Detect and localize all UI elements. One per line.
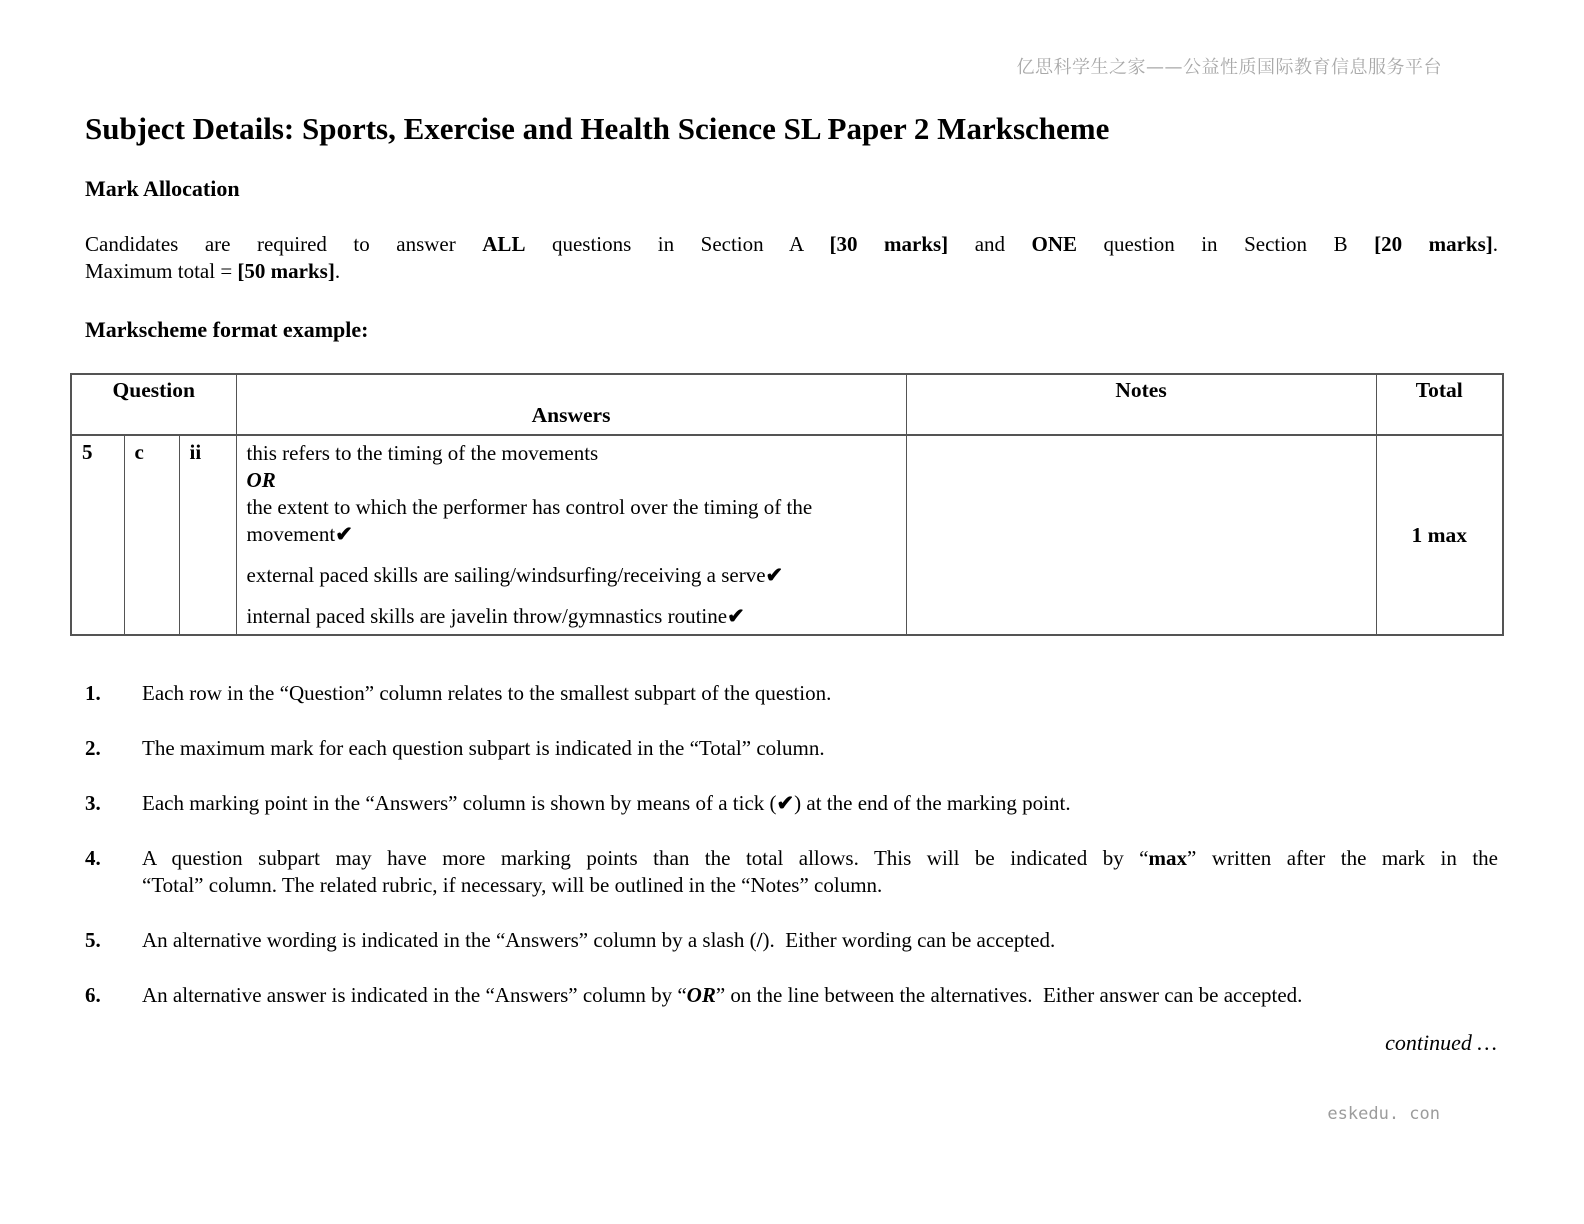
text-run: Each marking point in the “Answers” column is shown by means of a tick ( bbox=[142, 791, 777, 815]
text-run: The maximum mark for each question subpart is indicated in the “Total” column. bbox=[142, 736, 825, 760]
table-row bbox=[71, 435, 1503, 635]
text-run: question in Section B bbox=[1077, 232, 1375, 256]
text-run: ALL bbox=[482, 232, 526, 256]
markscheme-table bbox=[70, 373, 1504, 636]
text-run: internal paced skills are javelin throw/gymnastics routine bbox=[246, 604, 728, 628]
text-line bbox=[85, 258, 1498, 285]
text-run: . bbox=[1492, 232, 1499, 256]
text-run: A question subpart may have more marking points than the total allows. This will be indicated by “ bbox=[142, 846, 1149, 870]
list-item-text bbox=[142, 982, 1498, 1009]
text-run: ) at the end of the marking point. bbox=[794, 791, 1071, 815]
text-run: this refers to the timing of the movements bbox=[246, 441, 599, 465]
text-line bbox=[142, 845, 1498, 872]
answers-cell bbox=[236, 435, 906, 635]
notes-cell bbox=[906, 435, 1376, 635]
question-number-cell: 5 bbox=[71, 435, 124, 635]
text-run: ” on the line between the alternatives. Either answer can be accepted. bbox=[715, 983, 1303, 1007]
text-run: max bbox=[1148, 846, 1188, 870]
text-run: An alternative answer is indicated in the “Answers” column by “ bbox=[142, 983, 687, 1007]
question-subpart-cell: ii bbox=[179, 435, 236, 635]
text-line bbox=[247, 494, 892, 548]
text-run: “Total” column. The related rubric, if necessary, will be outlined in the “Notes” column. bbox=[142, 873, 883, 897]
text-line bbox=[247, 440, 892, 467]
text-line bbox=[142, 790, 1498, 817]
total-cell: 1 max bbox=[1376, 435, 1503, 635]
list-item-number: 3. bbox=[85, 791, 101, 815]
text-run: [20 marks] bbox=[1374, 232, 1493, 256]
list-item-text bbox=[142, 680, 1498, 707]
text-run: Each row in the “Question” column relates to the smallest subpart of the question. bbox=[142, 681, 832, 705]
text-line bbox=[142, 927, 1498, 954]
text-run: / bbox=[756, 928, 763, 952]
text-run: the extent to which the performer has control over the timing of the movement bbox=[246, 495, 813, 546]
text-run: ✔ bbox=[335, 522, 353, 546]
list-item-text bbox=[142, 927, 1498, 954]
text-line bbox=[142, 680, 1498, 707]
text-run: An alternative wording is indicated in the “Answers” column by a slash ( bbox=[142, 928, 757, 952]
list-item bbox=[85, 927, 1498, 954]
intro-paragraph bbox=[85, 231, 1498, 285]
question-part-cell: c bbox=[124, 435, 179, 635]
text-run: ✔ bbox=[727, 604, 745, 628]
notes-column-header: Notes bbox=[906, 374, 1376, 435]
text-line bbox=[142, 872, 1498, 899]
list-item-number: 2. bbox=[85, 736, 101, 760]
list-item-number: 4. bbox=[85, 846, 101, 870]
text-line bbox=[142, 982, 1498, 1009]
format-example-heading: Markscheme format example: bbox=[85, 317, 369, 342]
list-item-text bbox=[142, 845, 1498, 899]
text-run: ). Either wording can be accepted. bbox=[762, 928, 1056, 952]
question-column-header: Question bbox=[71, 374, 236, 435]
notes-list bbox=[85, 680, 1498, 1037]
continued-note: continued … bbox=[1385, 1030, 1497, 1055]
text-line bbox=[247, 562, 892, 589]
table-header-row bbox=[71, 374, 1503, 435]
list-item-number: 6. bbox=[85, 983, 101, 1007]
list-item bbox=[85, 790, 1498, 817]
list-item bbox=[85, 735, 1498, 762]
list-item bbox=[85, 680, 1498, 707]
page-title: Subject Details: Sports, Exercise and Health Science SL Paper 2 Markscheme bbox=[85, 111, 1110, 146]
header-watermark: 亿思科学生之家——公益性质国际教育信息服务平台 bbox=[1016, 57, 1442, 78]
text-run: [30 marks] bbox=[829, 232, 949, 256]
list-item bbox=[85, 845, 1498, 899]
answers-column-header: Answers bbox=[236, 374, 906, 435]
text-line bbox=[247, 603, 892, 630]
text-run: Candidates are required to answer bbox=[85, 232, 483, 256]
total-column-header: Total bbox=[1376, 374, 1503, 435]
text-line bbox=[247, 467, 892, 494]
text-run: ” written after the mark in the bbox=[1187, 846, 1499, 870]
list-item bbox=[85, 982, 1498, 1009]
text-run: questions in Section A bbox=[525, 232, 830, 256]
list-item-text bbox=[142, 790, 1498, 817]
text-run: ✔ bbox=[776, 791, 795, 815]
text-line bbox=[142, 735, 1498, 762]
text-run: ✔ bbox=[765, 563, 784, 587]
text-run: . bbox=[334, 259, 341, 283]
text-line bbox=[85, 231, 1498, 258]
list-item-number: 1. bbox=[85, 681, 101, 705]
text-run: and bbox=[948, 232, 1032, 256]
text-run: Maximum total = bbox=[85, 259, 238, 283]
mark-allocation-heading: Mark Allocation bbox=[85, 176, 240, 201]
footer-watermark: eskedu. con bbox=[1327, 1104, 1440, 1124]
text-run: [50 marks] bbox=[237, 259, 335, 283]
list-item-number: 5. bbox=[85, 928, 101, 952]
text-run: OR bbox=[686, 983, 716, 1007]
text-run: OR bbox=[246, 468, 276, 492]
list-item-text bbox=[142, 735, 1498, 762]
text-run: ONE bbox=[1031, 232, 1078, 256]
text-run: external paced skills are sailing/windsurfing/receiving a serve bbox=[246, 563, 766, 587]
